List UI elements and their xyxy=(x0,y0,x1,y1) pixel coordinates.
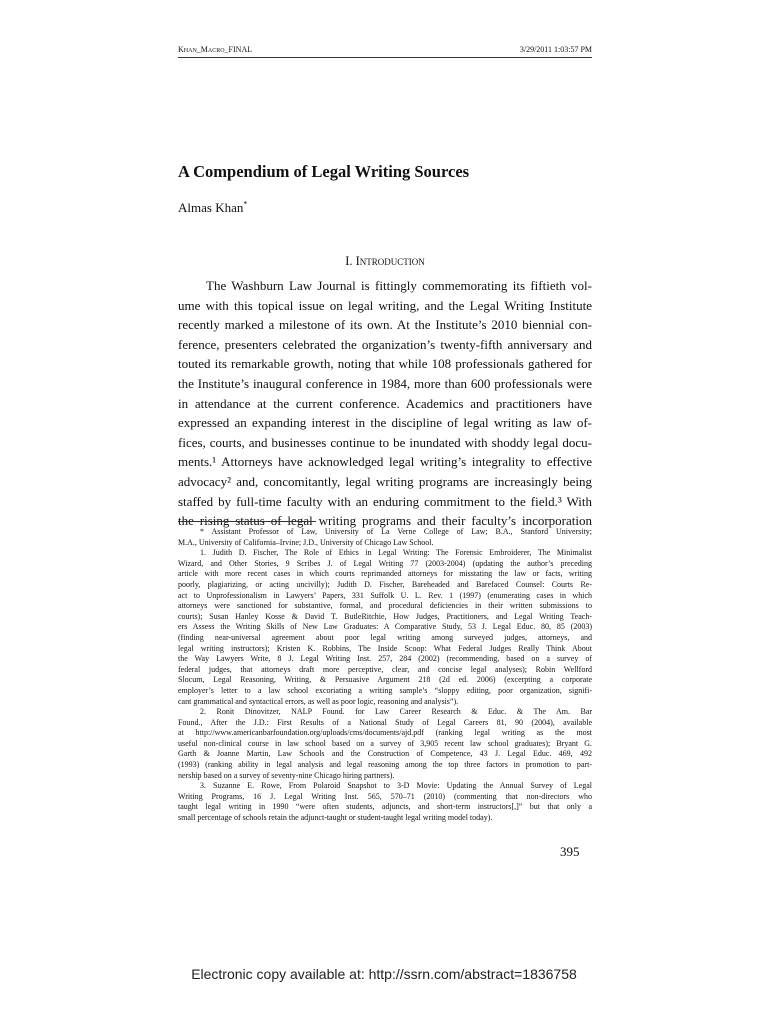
footnote-line: courts); Susan Hanley Kosse & David T. ButleRitchie, How Judges, Practitioners, and Legal Writing Teach- xyxy=(178,611,592,621)
body-line: the rising status of legal writing programs and their faculty’s incorporation xyxy=(178,513,592,529)
header-file-name: Khan_Macro_FINAL xyxy=(178,45,253,54)
footnote-line: useful non-clinical course in law school based on a survey of 3,905 recent law school graduates); Bryant G. xyxy=(178,738,592,748)
footnote-line: taught legal writing in 1990 “were often students, adjuncts, and short-term instructors[,]” but that only a xyxy=(178,802,592,812)
footnote-line: article with more recent cases in which courts reprimanded attorneys for misstating the law or facts, writing xyxy=(178,569,592,579)
footnote-line: 2. Ronit Dinovitzer, NALP Found. for Law Career Research & Educ. & The Am. Bar xyxy=(200,707,592,717)
body-line: the Institute’s inaugural conference in 1984, more than 600 professionals were xyxy=(178,375,592,391)
footnote-line: nership based on a survey of seventy-nine Chicago hiring partners). xyxy=(178,770,395,780)
body-line: The Washburn Law Journal is fittingly commemorating its fiftieth vol- xyxy=(206,278,592,293)
footnote-line: (1993) (ranking ability in legal analysis and legal reasoning among the top three factors in promotion to part- xyxy=(178,760,592,770)
footnote-line: attorneys were sanctioned for substantive, formal, and procedural deficiencies in their written submissions to xyxy=(178,601,592,611)
section-numeral: I. xyxy=(345,254,353,268)
running-header xyxy=(178,45,592,58)
body-line: ume with this topical issue on legal writing, and the Legal Writing Institute xyxy=(178,297,592,313)
footnote-line: cant grammatical and syntactical errors, as well as poor logic, reasoning and analysis”). xyxy=(178,696,459,706)
footnote-line: act to Unprofessionalism in Lawyers’ Papers, 331 Suffolk U. L. Rev. 1 (1997) (enumerating cases in which xyxy=(178,590,592,600)
body-line: touted its remarkable growth, noting that while 108 professionals gathered for xyxy=(178,356,592,372)
footnote-line: M.A., University of California–Irvine; J.D., University of Chicago Law School. xyxy=(178,537,434,547)
body-line: expressed an expanding interest in the discipline of legal writing as law of- xyxy=(178,415,592,431)
footnote-line: small percentage of schools retain the adjunct-taught or student-taught legal writing model today). xyxy=(178,813,493,823)
body-line: fices, courts, and businesses continue to be inundated with shoddy legal docu- xyxy=(178,434,592,450)
footnotes xyxy=(178,527,592,824)
header-timestamp: 3/29/2011 1:03:57 PM xyxy=(519,45,592,54)
body-line: ference, presenters celebrated the organization’s twenty-fifth anniversary and xyxy=(178,336,592,352)
footnote-line: federal judges, that attorneys draft more perceptive, clear, and concise legal analyses); Robin Wellford xyxy=(178,664,592,674)
body-line: recently marked a milestone of its own. At the Institute’s 2010 biennial con- xyxy=(178,317,592,333)
footnote-line: Writing Programs, 16 J. Legal Writing Inst. 565, 570–71 (2010) (commenting that non-directors who xyxy=(178,791,592,801)
footnote-line: employer’s letter to a law school excoriating a writing sample’s “sloppy editing, poor organization, signifi- xyxy=(178,685,592,695)
ssrn-notice: Electronic copy available at: http://ssrn.com/abstract=1836758 xyxy=(191,966,577,982)
footnote-line: Garth & Joanne Martin, Law Schools and the Construction of Competence, 43 J. Legal Educ. 469, 492 xyxy=(178,749,592,759)
footnote-line: the Way Lawyers Write, 8 J. Legal Writing Inst. 257, 284 (2002) (recommending, based on a survey of xyxy=(178,654,592,664)
author-line xyxy=(178,200,247,216)
footnote-separator xyxy=(178,521,316,522)
footnote-line: * Assistant Professor of Law, University of La Verne College of Law; B.A., Stanford University; xyxy=(200,527,592,536)
footnote-line: Slocum, Legal Reasoning, Writing, & Persuasive Argument 218 (2d ed. 2006) (excerpting a corporate xyxy=(178,675,592,685)
page-number: 395 xyxy=(560,844,580,859)
footnote-line: 1. Judith D. Fischer, The Role of Ethics in Legal Writing: The Forensic Embroiderer, The Minimalist xyxy=(200,548,592,558)
footnote-line: Wizard, and Other Stories, 9 Scribes J. of Legal Writing 77 (2003-2004) (updating the author’s preceding xyxy=(178,558,592,568)
footnote-line: at http://www.americanbarfoundation.org/uploads/cms/documents/ajd.pdf (ranking legal writing as the most xyxy=(178,728,592,738)
footnote-line: Found., After the J.D.: First Results of a National Study of Legal Careers 81, 90 (2004), available xyxy=(178,717,592,727)
body-line: in attendance at the current conference. Academics and practitioners have xyxy=(178,395,592,411)
author-footnote-mark: * xyxy=(243,199,248,209)
article-title: A Compendium of Legal Writing Sources xyxy=(178,162,470,181)
footnote-line: 3. Suzanne E. Rowe, From Polaroid Snapshot to 3-D Movie: Updating the Annual Survey of Legal xyxy=(200,781,592,791)
author-name: Almas Khan xyxy=(178,200,244,215)
footnote-line: legal writing instructors); Kristen K. Robbins, The Inside Scoop: What Federal Judges Really Think About xyxy=(178,643,592,653)
body-line: advocacy² and, concomitantly, legal writing programs are increasingly being xyxy=(178,473,592,489)
body-line: ments.¹ Attorneys have acknowledged legal writing’s integrality to effective xyxy=(178,454,592,470)
footnote-line: poorly, plagiarizing, or acting uncivilly); Judith D. Fischer, Bareheaded and Barefaced Counsel: Courts Re- xyxy=(178,579,592,589)
section-heading xyxy=(178,254,592,269)
footnote-line: ers Assess the Writing Skills of New Law Graduates: A Comparative Study, 53 J. Legal Educ. 80, 85 (2003) xyxy=(178,622,592,632)
body-text xyxy=(178,276,592,531)
footnote-line: (finding near-universal agreement about poor legal writing among surveyed judges, attorneys, and xyxy=(178,632,592,642)
body-line: staffed by full-time faculty with an enduring commitment to the field.³ With xyxy=(178,493,592,509)
section-title: Introduction xyxy=(355,254,425,268)
